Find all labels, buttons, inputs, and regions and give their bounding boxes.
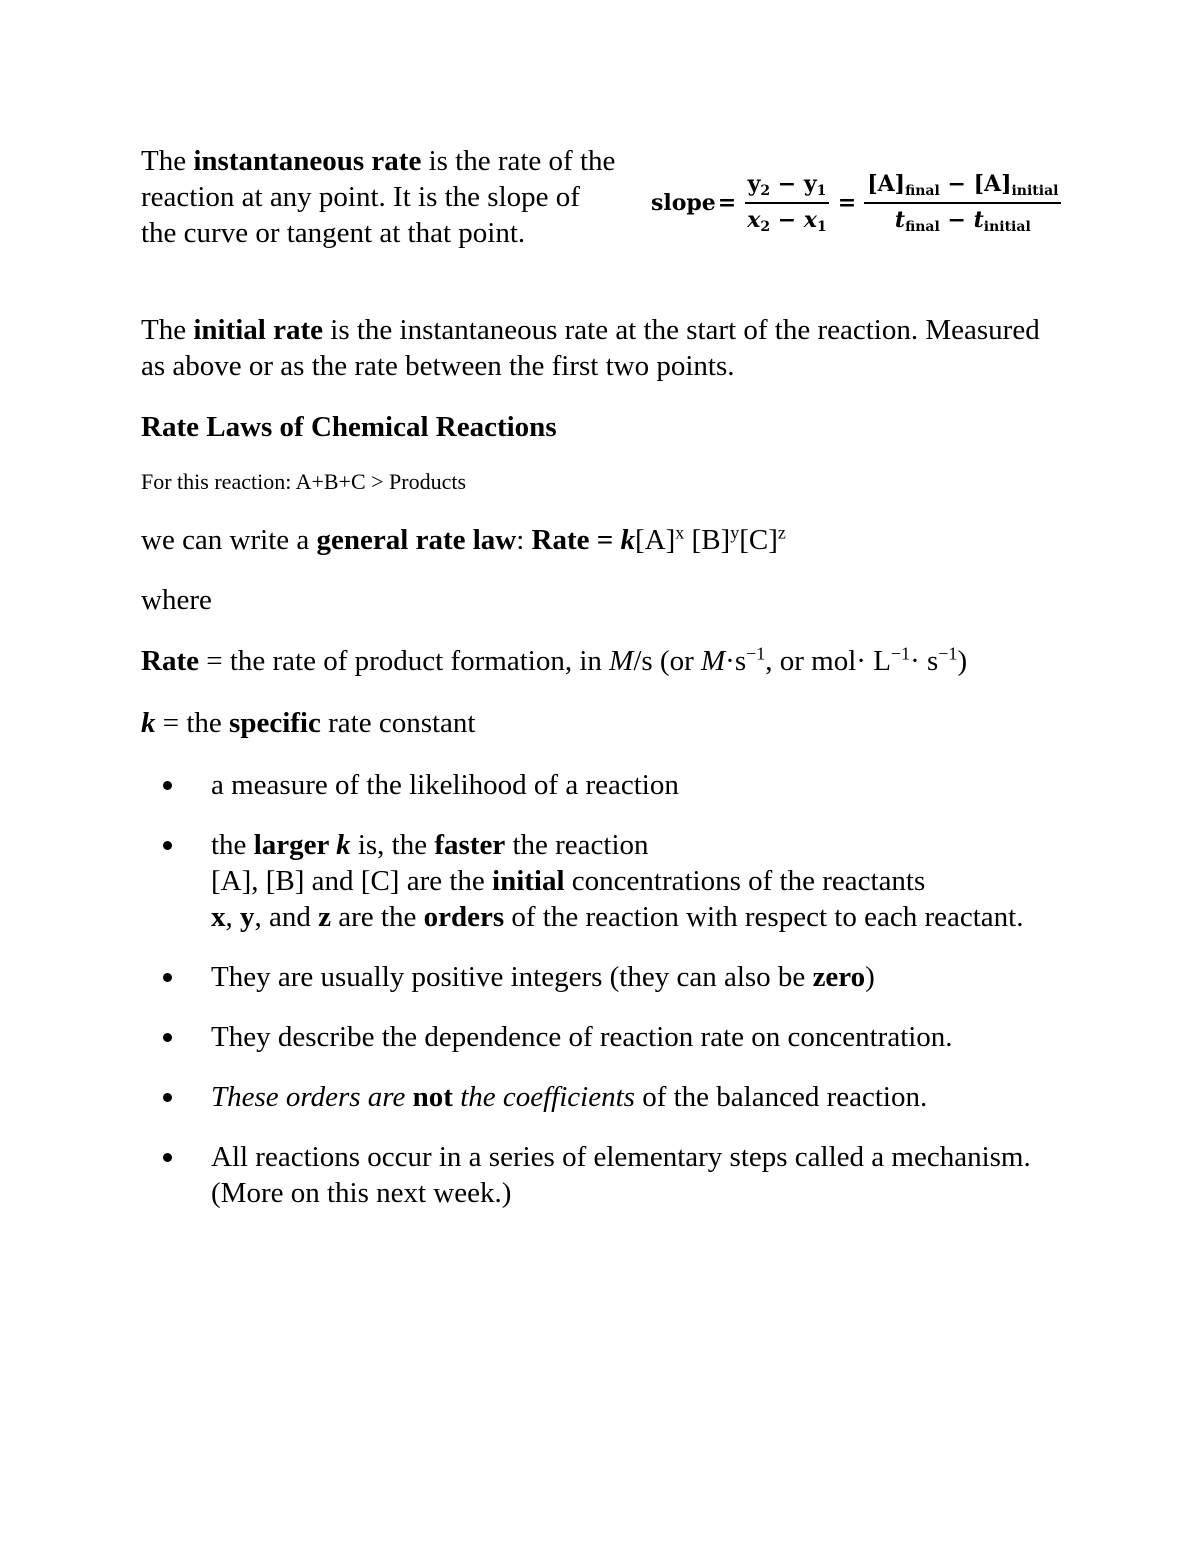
bullet-icon	[163, 1033, 172, 1042]
rate-definition: Rate = the rate of product formation, in M/s (or $M\cdot s^{-1}$, or $mol\cdot L^{-1}\cdot s^{-1}$)	[141, 643, 968, 677]
formula-numerator: $y_2 - y_1$	[745, 171, 830, 204]
where-label: where	[141, 584, 212, 616]
reaction-note: For this reaction: A+B+C > Products	[141, 469, 467, 494]
list-item: These orders are not the coefficients of the balanced reaction.	[141, 1079, 1061, 1115]
instantaneous-rate-paragraph	[141, 143, 621, 251]
formula-denominator: $t_{final} - t_{initial}$	[894, 207, 1031, 235]
bullet-icon	[163, 1093, 172, 1102]
slope-formula	[651, 163, 1067, 243]
general-rate-law: we can write a general rate law: Rate = $k[A]^x$ $[B]^y[C]^z$	[141, 522, 786, 556]
formula-equals: =	[717, 190, 737, 216]
text-run: is the rate of the reaction at any point. It is the slope of the curve or tangent at that point.	[141, 145, 616, 249]
formula-fraction-concentration	[864, 171, 1061, 235]
list-item: They describe the dependence of reaction rate on concentration.	[141, 1019, 1061, 1055]
formula-numerator: $[A]_{final} - [A]_{initial}$	[864, 171, 1061, 204]
formula-fraction-xy	[744, 171, 830, 235]
bullet-list	[141, 767, 1061, 1211]
term-initial-rate: initial rate	[193, 314, 324, 346]
formula-denominator: $x_2 - x_1$	[747, 207, 827, 235]
formula-equals: =	[837, 190, 857, 216]
term-general-rate-law: general rate law	[316, 524, 517, 556]
list-item: the larger k is, the faster the reaction [A], [B] and [C] are the initial concentrations of the reactants x, y, and z are the orders of the reaction with respect to each reactant.	[141, 827, 1061, 935]
list-item: a measure of the likelihood of a reaction	[141, 767, 1061, 803]
section-heading: Rate Laws of Chemical Reactions	[141, 411, 557, 443]
text-run: The	[141, 145, 194, 177]
k-definition: k = the specific rate constant	[141, 707, 476, 739]
list-item: All reactions occur in a series of elementary steps called a mechanism. (More on this next week.)	[141, 1139, 1061, 1211]
bullet-icon	[163, 1153, 172, 1162]
formula-slope-label: slope	[651, 190, 716, 216]
initial-rate-paragraph: The initial rate is the instantaneous rate at the start of the reaction. Measured as above or as the rate between the first two points.	[141, 314, 1040, 382]
bullet-icon	[163, 973, 172, 982]
bullet-icon	[163, 841, 172, 850]
term-instantaneous-rate: instantaneous rate	[193, 145, 422, 177]
list-item: They are usually positive integers (they can also be zero)	[141, 959, 1061, 995]
bullet-icon	[163, 781, 172, 790]
